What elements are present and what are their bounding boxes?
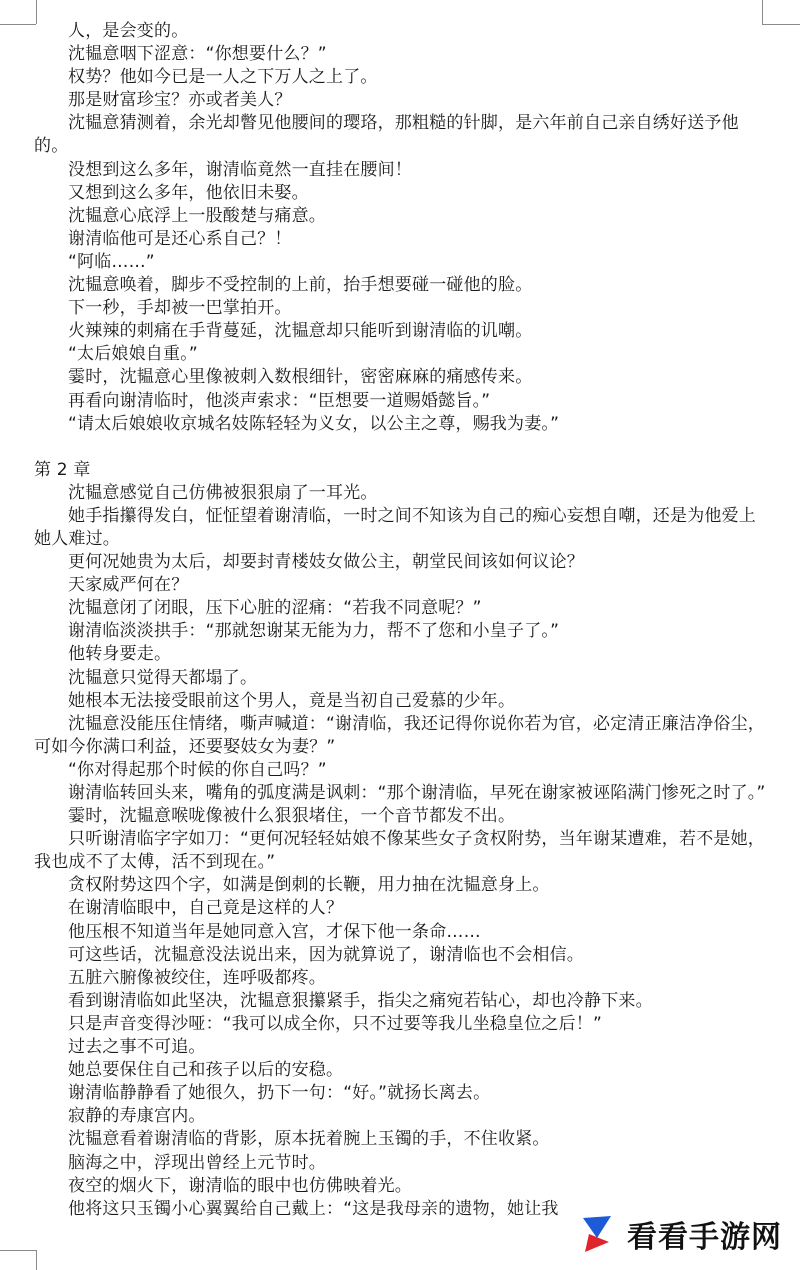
- paragraph: 他转身要走。: [68, 644, 172, 665]
- paragraph: 霎时，沈韫意喉咙像被什么狠狠堵住，一个音节都发不出。: [68, 806, 516, 827]
- paragraph: 夜空的烟火下，谢清临的眼中也仿佛映着光。: [68, 1175, 412, 1196]
- paragraph: “阿临……”: [68, 251, 155, 272]
- paragraph: 可这些话，沈韫意没法说出来，因为就算说了，谢清临也不会相信。: [68, 944, 584, 965]
- paragraph: 没想到这么多年，谢清临竟然一直挂在腰间！: [68, 159, 412, 180]
- paragraph: 沈韫意没能压住情绪，嘶声喊道：“谢清临，我还记得你说你若为官，必定清正廉洁净俗尘，可如今你满口利益，还要娶妓女为妻？”: [34, 713, 766, 757]
- paragraph: 过去之事不可追。: [68, 1037, 206, 1058]
- paragraph: 沈韫意咽下涩意：“你想要什么？”: [68, 44, 327, 65]
- chapter-heading: 第 2 章: [34, 459, 91, 480]
- paragraph: 沈韫意唤着，脚步不受控制的上前，抬手想要碰一碰他的脸。: [68, 275, 533, 296]
- paragraph: 五脏六腑像被绞住，连呼吸都疼。: [68, 967, 326, 988]
- paragraph: “你对得起那个时候的你自己吗？”: [68, 759, 327, 780]
- paragraph: 人，是会变的。: [68, 21, 189, 41]
- chapter-2-body: [34, 482, 772, 1221]
- paragraph: 那是财富珍宝？亦或者美人？: [68, 90, 292, 111]
- site-watermark: [562, 1204, 790, 1264]
- document-body: [34, 20, 772, 1221]
- paragraph: 沈韫意只觉得天都塌了。: [68, 667, 258, 688]
- paragraph: 寂静的寿康宫内。: [68, 1106, 206, 1127]
- watermark-logo-icon: [575, 1212, 619, 1256]
- paragraph: 只听谢清临字字如刀：“更何况轻轻姑娘不像某些女子贪权附势，当年谢某遭难，若不是她，我也成不了太傅，活不到现在。”: [34, 829, 766, 873]
- crop-mark-top-left-horizontal: [0, 24, 36, 26]
- paragraph: 更何况她贵为太后，却要封青楼妓女做公主，朝堂民间该如何议论？: [68, 552, 584, 573]
- section-gap: [34, 436, 772, 459]
- paragraph: 霎时，沈韫意心里像被刺入数根细针，密密麻麻的痛感传来。: [68, 367, 533, 388]
- paragraph: 看到谢清临如此坚决，沈韫意狠攥紧手，指尖之痛宛若钻心，却也冷静下来。: [68, 990, 653, 1011]
- paragraph: 沈韫意看着谢清临的背影，原本抚着腕上玉镯的手，不住收紧。: [68, 1129, 550, 1150]
- paragraph: 沈韫意心底浮上一股酸楚与痛意。: [68, 205, 326, 226]
- paragraph: 她总要保住自己和孩子以后的安稳。: [68, 1060, 344, 1081]
- crop-mark-bottom-left: [30, 1250, 37, 1270]
- paragraph: 又想到这么多年，他依旧未娶。: [68, 182, 309, 203]
- paragraph: 谢清临淡淡拱手：“那就恕谢某无能为力，帮不了您和小皇子了。”: [68, 621, 560, 642]
- paragraph: 沈韫意猜测着，余光却瞥见他腰间的璎珞，那粗糙的针脚，是六年前自己亲自绣好送予他的。: [34, 113, 739, 157]
- paragraph: “请太后娘娘收京城名妓陈轻轻为义女，以公主之尊，赐我为妻。”: [68, 413, 560, 434]
- paragraph: 天家威严何在？: [68, 575, 189, 596]
- paragraph: 只是声音变得沙哑：“我可以成全你，只不过要等我儿坐稳皇位之后！”: [68, 1013, 603, 1034]
- paragraph: 他将这只玉镯小心翼翼给自己戴上：“这是我母亲的遗物，她让我: [68, 1198, 559, 1219]
- paragraph: 沈韫意感觉自己仿佛被狠狠扇了一耳光。: [68, 482, 378, 503]
- paragraph: 贪权附势这四个字，如满是倒刺的长鞭，用力抽在沈韫意身上。: [68, 875, 550, 896]
- paragraph: 再看向谢清临时，他淡声索求：“臣想要一道赐婚懿旨。”: [68, 390, 491, 411]
- watermark-text: 看看手游网: [627, 1220, 782, 1255]
- paragraph: 谢清临他可是还心系自己？！: [68, 228, 292, 249]
- crop-mark-bottom-left-horizontal: [0, 1250, 36, 1252]
- paragraph: “太后娘娘自重。”: [68, 344, 198, 365]
- paragraph: 沈韫意闭了闭眼，压下心脏的涩痛：“若我不同意呢？”: [68, 598, 482, 619]
- paragraph: 他压根不知道当年是她同意入宫，才保下他一条命……: [68, 921, 481, 942]
- paragraph: 火辣辣的刺痛在手背蔓延，沈韫意却只能听到谢清临的讥嘲。: [68, 321, 533, 342]
- paragraph: 下一秒，手却被一巴掌拍开。: [68, 298, 292, 319]
- paragraph: 谢清临静静看了她很久，扔下一句：“好。”就扬长离去。: [68, 1083, 491, 1104]
- paragraph: 在谢清临眼中，自己竟是这样的人？: [68, 898, 344, 919]
- paragraph: 谢清临转回头来，嘴角的弧度满是讽刺：“那个谢清临，早死在谢家被诬陷满门惨死之时了。”: [68, 783, 766, 803]
- paragraph: 她手指攥得发白，怔怔望着谢清临，一时之间不知该为自己的痴心妄想自嘲，还是为他爱上她人难过。: [34, 505, 756, 549]
- paragraph: 她根本无法接受眼前这个男人，竟是当初自己爱慕的少年。: [68, 690, 516, 711]
- paragraph: 权势？他如今已是一人之下万人之上了。: [68, 67, 378, 88]
- paragraph: 脑海之中，浮现出曾经上元节时。: [68, 1152, 326, 1173]
- chapter-1-tail: [34, 20, 772, 436]
